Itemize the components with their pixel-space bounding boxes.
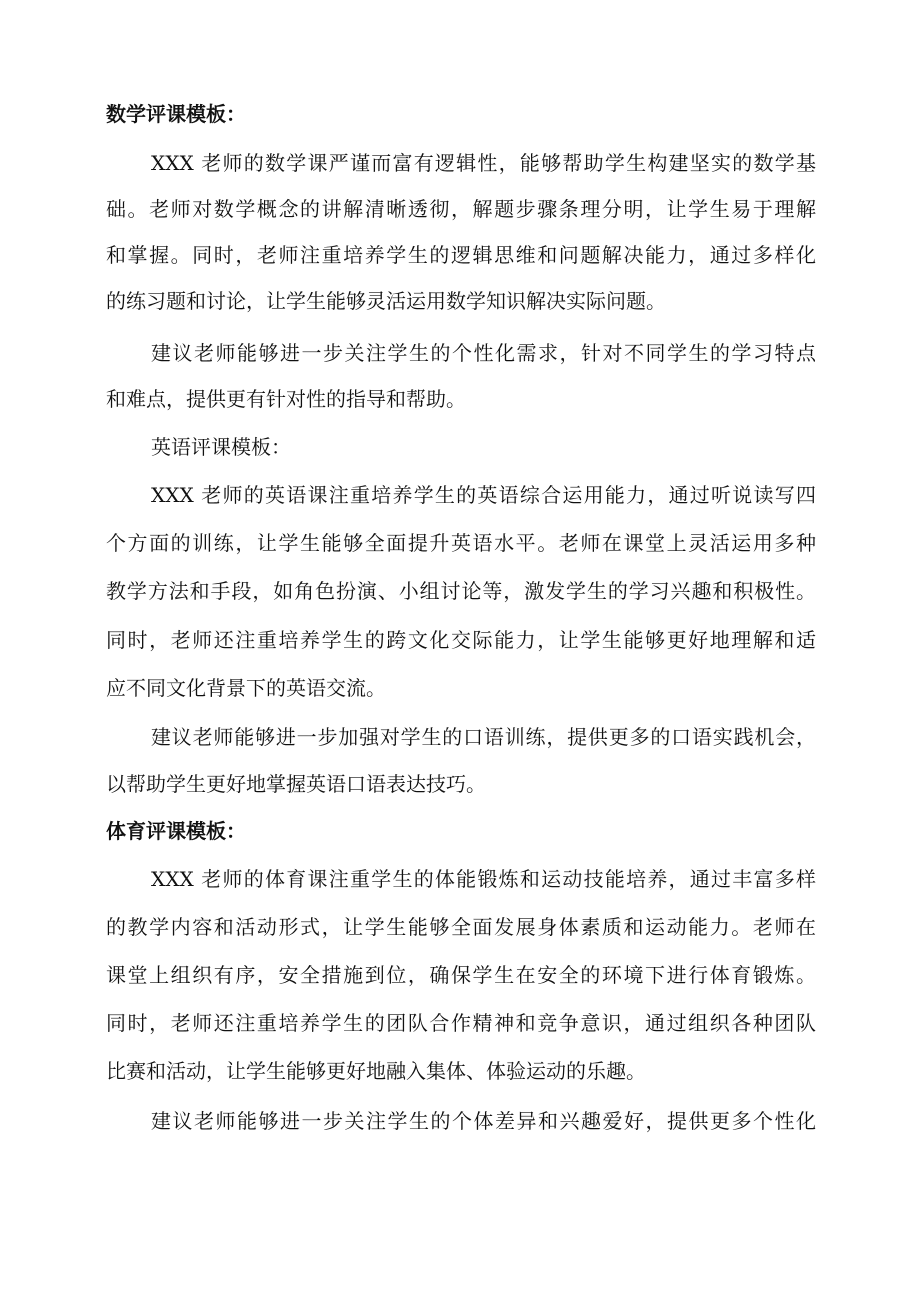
english-p1-line-4: 同时，老师还注重培养学生的跨文化交际能力，让学生能够更好地理解和适 (106, 628, 816, 652)
pe-p1-line-1: XXX 老师的体育课注重学生的体能锻炼和运动技能培养，通过丰富多样 (151, 867, 816, 891)
pe-p2-line-1: 建议老师能够进一步关注学生的个体差异和兴趣爱好，提供更多个性化 (151, 1109, 816, 1133)
math-p1-line-4: 的练习题和讨论，让学生能够灵活运用数学知识解决实际问题。 (106, 289, 666, 313)
math-heading: 数学评课模板： (106, 102, 246, 126)
english-p1-line-1: XXX 老师的英语课注重培养学生的英语综合运用能力，通过听说读写四 (151, 483, 816, 507)
english-p2-line-2: 以帮助学生更好地掌握英语口语表达技巧。 (106, 772, 486, 796)
english-p1-line-5: 应不同文化背景下的英语交流。 (106, 676, 386, 700)
pe-p1-line-5: 比赛和活动，让学生能够更好地融入集体、体验运动的乐趣。 (106, 1059, 646, 1083)
pe-heading: 体育评课模板： (106, 819, 246, 843)
math-p2-line-1: 建议老师能够进一步关注学生的个性化需求，针对不同学生的学习特点 (151, 341, 816, 365)
english-heading: 英语评课模板： (151, 435, 291, 459)
english-p2-line-1: 建议老师能够进一步加强对学生的口语训练，提供更多的口语实践机会， (151, 725, 816, 749)
pe-p1-line-3: 课堂上组织有序，安全措施到位，确保学生在安全的环境下进行体育锻炼。 (106, 963, 816, 987)
math-p1-line-2: 础。老师对数学概念的讲解清晰透彻，解题步骤条理分明，让学生易于理解 (106, 197, 816, 221)
english-p1-line-2: 个方面的训练，让学生能够全面提升英语水平。老师在课堂上灵活运用多种 (106, 531, 816, 555)
pe-p1-line-4: 同时，老师还注重培养学生的团队合作精神和竞争意识，通过组织各种团队 (106, 1011, 816, 1035)
math-p1-line-3: 和掌握。同时，老师注重培养学生的逻辑思维和问题解决能力，通过多样化 (106, 243, 816, 267)
english-p1-line-3: 教学方法和手段，如角色扮演、小组讨论等，激发学生的学习兴趣和积极性。 (106, 579, 816, 603)
math-p2-line-2: 和难点，提供更有针对性的指导和帮助。 (106, 387, 466, 411)
pe-p1-line-2: 的教学内容和活动形式，让学生能够全面发展身体素质和运动能力。老师在 (106, 915, 816, 939)
math-p1-line-1: XXX 老师的数学课严谨而富有逻辑性，能够帮助学生构建坚实的数学基 (151, 151, 816, 175)
